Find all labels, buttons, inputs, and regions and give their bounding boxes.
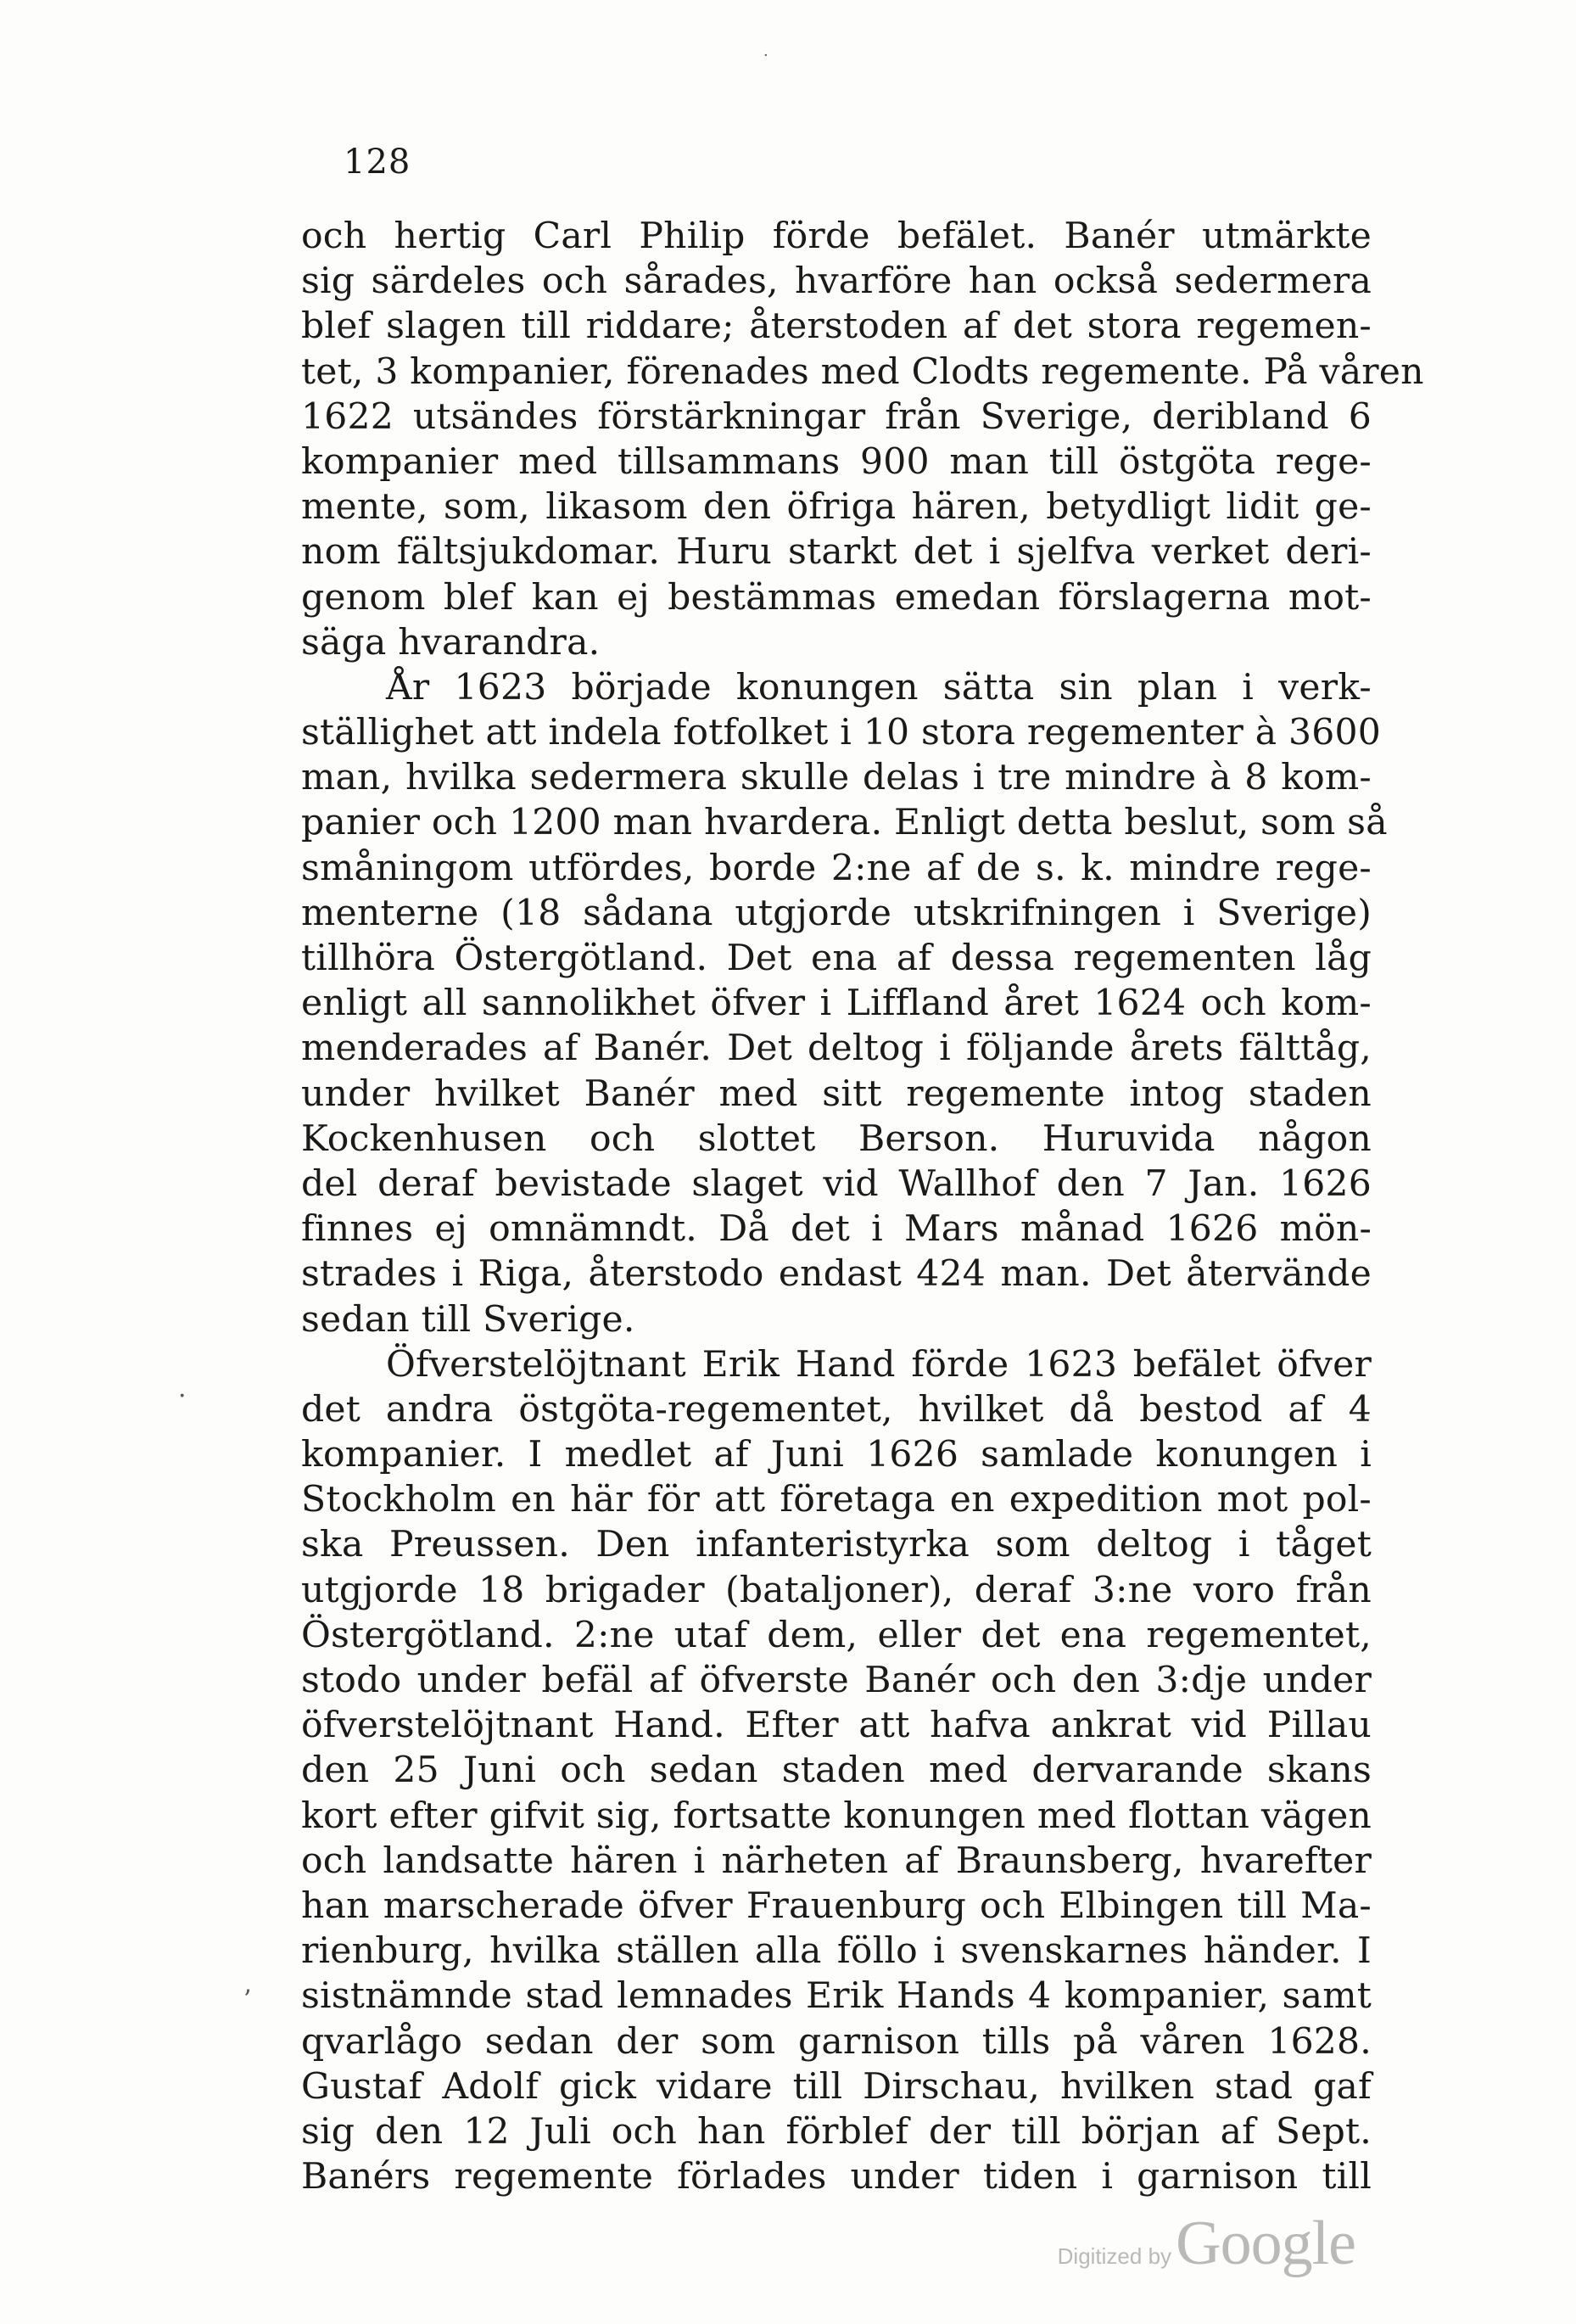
text-line: öfverstelöjtnant Hand. Efter att hafva ankrat vid Pillau [301, 1705, 1372, 1747]
text-line: man, hvilka sedermera skulle delas i tre mindre à 8 kom- [301, 757, 1372, 799]
text-line: strades i Riga, återstodo endast 424 man. Det återvände [301, 1253, 1372, 1296]
text-line: panier och 1200 man hvardera. Enligt detta beslut, som så [301, 802, 1388, 844]
text-line: del deraf bevistade slaget vid Wallhof den 7 Jan. 1626 [301, 1162, 1372, 1205]
watermark-prefix: Digitized by [1057, 2243, 1172, 2269]
text-line: kompanier. I medlet af Juni 1626 samlade konungen i [301, 1434, 1372, 1476]
text-line: Kockenhusen och slottet Berson. Huruvida någon [301, 1117, 1372, 1160]
text-line: menterne (18 sådana utgjorde utskrifningen i Sverige) [301, 892, 1372, 934]
text-line: Öfverstelöjtnant Erik Hand förde 1623 befälet öfver [386, 1343, 1372, 1386]
text-line: genom blef kan ej bestämmas emedan förslagerna mot- [301, 576, 1372, 619]
text-line: sig den 12 Juli och han förblef der till början af Sept. [301, 2110, 1372, 2153]
text-line: kort efter gifvit sig, fortsatte konungen med flottan vägen [301, 1795, 1372, 1837]
text-line: småningom utfördes, borde 2:ne af de s. k. mindre rege- [301, 847, 1372, 889]
body-text [301, 214, 1424, 2199]
text-line: och landsatte hären i närheten af Braunsberg, hvarefter [301, 1840, 1372, 1882]
text-line: tet, 3 kompanier, förenades med Clodts regemente. På våren [301, 350, 1424, 393]
text-line: mente, som, likasom den öfriga hären, betydligt lidit ge- [301, 486, 1372, 529]
text-line: kompanier med tillsammans 900 man till östgöta rege- [301, 440, 1372, 483]
stray-mark: · [178, 1381, 187, 1411]
text-line: 1622 utsändes förstärkningar från Sverige, deribland 6 [301, 395, 1372, 438]
text-line: ställighet att indela fotfolket i 10 stora regementer à 3600 [301, 712, 1381, 754]
text-line: Banérs regemente förlades under tiden i garnison till [301, 2156, 1372, 2198]
text-line: enligt all sannolikhet öfver i Liffland året 1624 och kom- [301, 983, 1372, 1025]
text-line: han marscherade öfver Frauenburg och Elbingen till Ma- [301, 1884, 1372, 1927]
text-line: säga hvarandra. [301, 621, 601, 664]
stray-mark: ʼ [243, 1985, 251, 2015]
text-line: Stockholm en här för att företaga en expedition mot pol- [301, 1479, 1372, 1521]
text-line: stodo under befäl af öfverste Banér och den 3:dje under [301, 1660, 1372, 1701]
text-line: nom fältsjukdomar. Huru starkt det i sjelfva verket deri- [301, 531, 1372, 574]
stray-mark: · [763, 47, 768, 64]
digitized-watermark [1058, 2208, 1355, 2280]
text-line: under hvilket Banér med sitt regemente intog staden [301, 1072, 1372, 1115]
text-line: utgjorde 18 brigader (bataljoner), deraf 3:ne voro från [301, 1569, 1372, 1611]
text-line: qvarlågo sedan der som garnison tills på våren 1628. [301, 2020, 1372, 2063]
text-line: sedan till Sverige. [301, 1298, 635, 1341]
text-line: ska Preussen. Den infanteristyrka som deltog i tåget [301, 1524, 1372, 1566]
text-line: Östergötland. 2:ne utaf dem, eller det ena regementet, [301, 1614, 1372, 1656]
text-line: tillhöra Östergötland. Det ena af dessa regementen låg [301, 938, 1372, 979]
text-line: den 25 Juni och sedan staden med dervarande skans [301, 1750, 1372, 1792]
text-line: Gustaf Adolf gick vidare till Dirschau, hvilken stad gaf [301, 2065, 1372, 2108]
watermark-logo: Google [1176, 2209, 1355, 2278]
text-line: finnes ej omnämndt. Då det i Mars månad 1626 mön- [301, 1208, 1372, 1251]
text-line: det andra östgöta-regementet, hvilket då bestod af 4 [301, 1388, 1372, 1431]
text-line: och hertig Carl Philip förde befälet. Banér utmärkte [301, 216, 1372, 257]
text-line: År 1623 började konungen sätta sin plan i verk- [386, 666, 1372, 708]
page-number: 128 [344, 143, 411, 182]
text-line: rienburg, hvilka ställen alla föllo i svenskarnes händer. I [301, 1930, 1372, 1973]
text-line: sig särdeles och sårades, hvarföre han också sedermera [301, 260, 1372, 303]
text-line: blef slagen till riddare; återstoden af det stora regemen- [301, 305, 1372, 348]
text-line: menderades af Banér. Det deltog i följande årets fälttåg, [301, 1028, 1372, 1070]
text-line: sistnämnde stad lemnades Erik Hands 4 kompanier, samt [301, 1975, 1372, 2018]
